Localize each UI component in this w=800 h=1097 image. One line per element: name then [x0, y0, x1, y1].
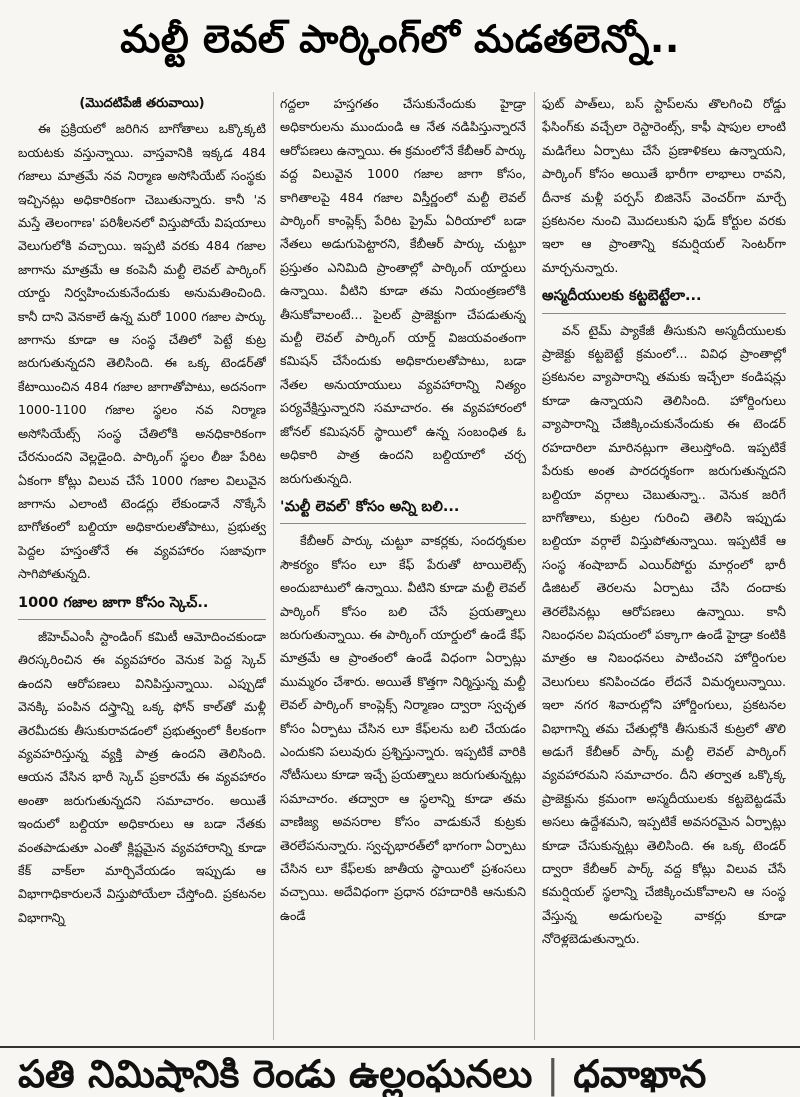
- column-2: [280, 92, 526, 1040]
- col2-paragraph-2: కేబీఆర్ పార్కు చుట్టూ వాకర్లకు, సందర్శకుల సౌకర్యం కోసం లూ కేఫ్ పేరుతో టాయిలెట్స్ అందుబాటులో ఉన్నాయి. వీటిని కూడా మల్టీ లెవల్ పార్కింగ్ కోసం బలి చేసే ప్రయత్నాలు జరుగుతున్నాయి. ఈ పార్కింగ్ యార్డులో ఉండే కేఫ్ మాత్రమే ఆ ప్రాంతంలో ఉండే విధంగా ఏర్పాట్లు ముమ్మరం చేశారు. అయితే కొత్తగా నిర్మిస్తున్న మల్టీ లెవల్ పార్కింగ్ కాంప్లెక్స్ నిర్మాణం ద్వారా స్వచ్ఛత కోసం ఏర్పాటు చేసిన లూ కేఫ్‌లను బలి చేయడం ఎందుకని పలువురు ప్రశ్నిస్తున్నారు. ఇప్పటికే వారికి నోటీసులు కూడా ఇచ్చే ప్రయత్నాలు జరుగుతున్నట్లు సమాచారం. తద్వారా ఆ స్థలాన్ని కూడా తమ వాణిజ్య అవసరాల కోసం వాడుకునే కుట్రకు తెరలేపనున్నారు. స్వచ్ఛభారత్‌లో భాగంగా ఏర్పాటు చేసిన లూ కేఫ్‌లకు జాతీయ స్థాయిలో ప్రశంసలు వచ్చాయి. అదేవిధంగా ప్రధాన రహదారికి ఆనుకుని ఉండే: [280, 533, 526, 923]
- column-divider-2: [534, 92, 535, 1040]
- col1-paragraph-2: జీహెచ్‌ఎంసీ స్టాండింగ్ కమిటీ ఆమోదించకుండా తిరస్కరించిన ఈ వ్యవహారం వెనుక పెద్ద స్కెచ్ ఉందని ఆరోపణలు వినిపిస్తున్నాయి. ఎప్పుడో వెనక్కి పంపిన దస్త్రాన్ని ఒక్క ఫోన్ కాల్‌తో మళ్లీ తెరమీదకు తీసుకురావడంలో ప్రభుత్వంలో కీలకంగా వ్యవహరిస్తున్న వ్యక్తి పాత్ర ఉందని తెలిసింది. ఆయన వేసిన భారీ స్కెచ్ ప్రకారమే ఈ వ్యవహారం అంతా జరుగుతున్నదని సమాచారం. అయితే ఇందులో బల్దియా అధికారులు ఆ బడా నేతకు వంతపాడుతూ ఎంతో క్లిష్టమైన వ్యవహారాన్ని కూడా కేక్ వాక్‌లా మార్చివేయడం ఇప్పుడు ఆ విభాగాధికారులనే విస్తుపోయేలా చేస్తోంది. ప్రకటనల విభాగాన్ని: [18, 628, 266, 925]
- column-divider-1: [273, 92, 274, 1040]
- col2-subheading: 'మల్టీ లెవల్' కోసం అన్ని బలి...: [280, 498, 460, 515]
- col1-subheading-rule: [18, 619, 266, 620]
- col3-paragraph-1: ఫుట్ పాత్‌లు, బస్ స్టాప్‌లను తొలగించి రోడ్డు ఫేసింగ్‌కు వచ్చేలా రెస్టారెంట్స్, కాఫీ షాపుల లాంటి మడిగేలు ఏర్పాటు చేసే ప్రణాళికలు ఉన్నాయని, పార్కింగ్ కోసం అయితే భారీగా లాభాలు రావని, దీనాక మళ్లీ పర్పస్ బిజినెస్ వెంచర్‌గా మార్చే ప్రకటనల నుంచి మొదలుకుని ఫుడ్ కోర్టుల వరకు ఇలా ఆ ప్రాంతాన్ని కమర్షియల్ సెంటర్‌గా మార్చనున్నారు.: [542, 96, 786, 275]
- next-headline-right: ధవాఖాన: [573, 1052, 707, 1096]
- continued-kicker: (మొదటిపేజీ తరువాయి): [79, 96, 205, 111]
- col3-paragraph-2: వన్ టైమ్ ప్యాకేజీ తీసుకుని అస్మదీయులకు ప్రాజెక్టు కట్టబెట్టే క్రమంలో... వివిధ ప్రాంతాల్లో ప్రకటనల వ్యాపారాన్ని తమకు ఇచ్చేలా కండిషన్లు కూడా ఉన్నాయని తెలిసింది. హోర్డింగులు వ్యాపారాన్ని చేజిక్కించుకునేందుకు ఈ టెండర్ రహదారిలా మారినట్లుగా తెలుస్తోంది. ఇప్పటికే పేరుకు అంత పారదర్శకంగా జరుగుతున్నదని బల్దియా వర్గాలు చెబుతున్నా.. వెనుక జరిగే బాగోతాలు, కుట్రల గురించి తెలిసి ఇప్పుడు బల్దియా వర్గాలే విస్తుపోతున్నాయి. ఇప్పటికే ఆ సంస్థ శంషాబాద్ ఎయిర్‌పోర్టు మార్గంలో భారీ డిజిటల్ తెరలను ఏర్పాటు చేసి దందాకు తెరలేపినట్లు ఆరోపణలు ఉన్నాయి. కానీ నిబంధనల విషయంలో పక్కాగా ఉండే హైడ్రా కంటికి మాత్రం ఆ నిబంధనలు పాటించని హోర్డింగుల వెలుగులు కనిపించడం లేదనే విమర్శలున్నాయి. ఇలా నగర శివారుల్లోని హోర్డింగులు, ప్రకటనల విభాగాన్ని తమ చేతుల్లోకి తీసుకునే కుట్రలో తొలి అడుగే కేబీఆర్ పార్క్ మల్టీ లెవల్ పార్కింగ్ వ్యవహారమని సమాచారం. దీని తర్వాత ఒక్కొక్క ప్రాజెక్టును క్రమంగా అస్మదీయులకు కట్టబెట్టడమే అసలు ఉద్దేశమని, ఇప్పటికే అవసరమైన ఏర్పాట్లు కూడా చేసుకున్నట్లు తెలిసింది. ఈ ఒక్క టెండర్ ద్వారా కేబీఆర్ పార్క్ వద్ద కోట్లు విలువ చేసే కమర్షియల్ స్థలాన్ని చేజిక్కించుకోవాలని ఆ సంస్థ వేస్తున్న అడుగులపై వాకర్లు కూడా నోరెళ్లబెడుతున్నారు.: [542, 322, 786, 947]
- footer-separator: |: [546, 1052, 560, 1096]
- col2-subheading-rule: [280, 523, 526, 524]
- col3-subheading-rule: [542, 313, 786, 314]
- col2-paragraph-1: గద్దలా హస్తగతం చేసుకునేందుకు హైడ్రా అధికారులను ముందుండి ఆ నేత నడిపిస్తున్నారనే ఆరోపణలు ఉన్నాయి. ఈ క్రమంలోనే కేబీఆర్ పార్కు వద్ద విలువైన 1000 గజాల జాగా కోసం, కాగితాలపై 484 గజాల విస్తీర్ణంలో మల్టీ లెవల్ పార్కింగ్ కాంప్లెక్స్ పేరిట ప్రైమ్ ఏరియాలో బడా నేతలు అడుగుపెట్టారని, కేబీఆర్ పార్కు చుట్టూ ప్రస్తుతం ఎనిమిది ప్రాంతాల్లో పార్కింగ్ యార్డులు ఉన్నాయి. వీటిని కూడా తమ నియంత్రణలోకి తీసుకోవాలంటే... పైలట్ ప్రాజెక్టుగా చేపడుతున్న మల్టీ లెవల్ పార్కింగ్ యార్డ్ విజయవంతంగా కమిషన్ చేసేందుకు అధికారులతోపాటు, బడా నేతల అనుయాయులు వ్యవహారాన్ని నిత్యం పర్యవేక్షిస్తున్నారని సమాచారం. ఈ వ్యవహారంలో జోనల్ కమిషనర్ స్థాయిలో ఉన్న సంబంధిత ఓ అధికారి పాత్ర ఉందని బల్దియాలో చర్చ జరుగుతున్నది.: [280, 96, 526, 486]
- col1-paragraph-1: ఈ ప్రక్రియలో జరిగిన బాగోతాలు ఒక్కొక్కటి బయటకు వస్తున్నాయి. వాస్తవానికి ఇక్కడ 484 గజాలు మాత్రమే నవ నిర్మాణ అసోసియేట్ సంస్థకు ఇచ్చినట్లు అధికారికంగా చెబుతున్నారు. కానీ 'న మస్తే తెలంగాణ' పరిశీలనలో విస్తుపోయే విషయాలు వెలుగులోకి వచ్చాయి. ఇప్పటి వరకు 484 గజాల జాగాను మాత్రమే ఆ కంపెనీ మల్టీ లెవల్ పార్కింగ్ యార్డు నిర్వహించుకునేందుకు అనుమతించింది. కానీ దాని వెనకాలే ఉన్న మరో 1000 గజాల పార్కు జాగాను కూడా ఆ సంస్థ చేతిలో పెట్టే కుట్ర జరుగుతున్నదని తెలిసింది. ఈ ఒక్క టెండర్‌తో కేటాయించిన 484 గజాల జాగాతోపాటు, అదనంగా 1000-1100 గజాల స్థలం నవ నిర్మాణ అసోసియేట్స్ సంస్థ చేతిలోకి అనధికారికంగా చేరనుందని వెల్లడైంది. పార్కింగ్ స్థలం లీజు పేరిట ఏకంగా కోట్లు విలువ చేసే 1000 గజాల విలువైన జాగాను ఎలాంటి టెండర్లు లేకుండానే నొక్కేసే బాగోతంలో బల్దియా అధికారులతోపాటు, ప్రభుత్వ పెద్దల హస్తంతోనే ఈ వ్యవహారం సజావుగా సాగిపోతున్నది.: [18, 121, 266, 582]
- footer-divider: [0, 1046, 800, 1048]
- next-headline-strip: [0, 1052, 800, 1097]
- column-1: [18, 92, 266, 1040]
- article-columns: [18, 92, 786, 1040]
- col3-subheading: అస్మదీయులకు కట్టబెట్టేలా...: [542, 288, 702, 305]
- col1-subheading: 1000 గజాల జాగా కోసం స్కెచ్..: [18, 594, 209, 611]
- next-headline-left: పతి నిమిషానికి రెండు ఉల్లంఘనలు: [18, 1052, 533, 1096]
- column-3: [542, 92, 786, 1040]
- headline: మల్టీ లెవల్ పార్కింగ్‌లో మడతలెన్నో..: [120, 17, 680, 61]
